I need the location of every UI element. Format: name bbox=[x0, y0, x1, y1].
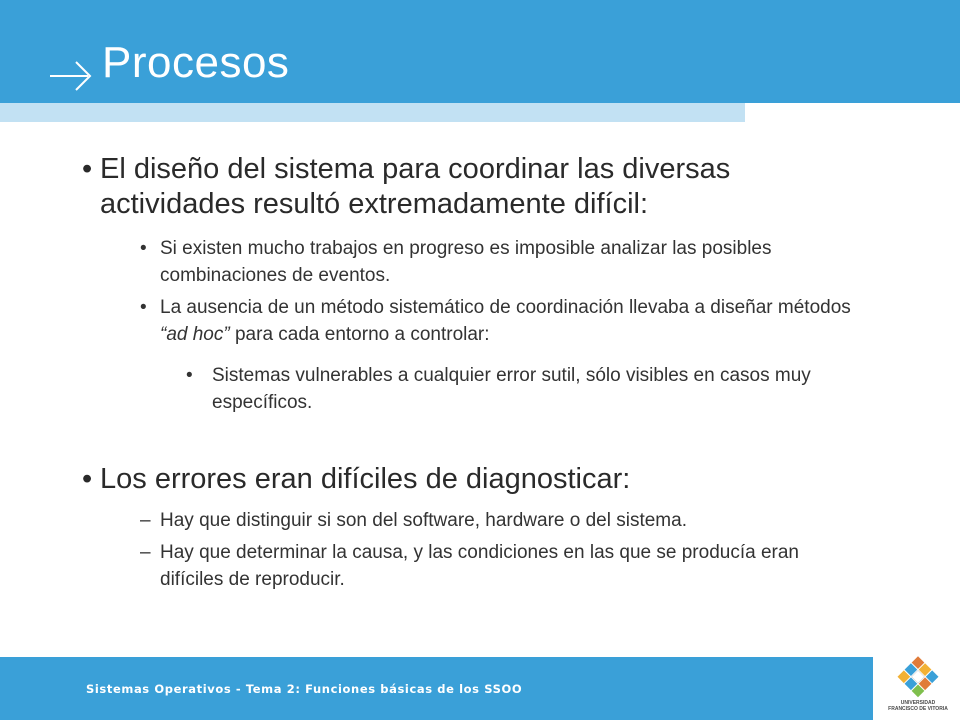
bullet-text: Hay que distinguir si son del software, hardware o del sistema. bbox=[160, 510, 687, 531]
bullet-text-part: La ausencia de un método sistemático de coordinación llevaba a diseñar métodos bbox=[160, 297, 851, 318]
bullet-text: El diseño del sistema para coordinar las diversas actividades resultó extremadamente difícil: bbox=[100, 153, 731, 220]
university-logo bbox=[878, 654, 958, 718]
bullet-mark: • bbox=[186, 365, 193, 386]
slide-footer bbox=[0, 657, 873, 720]
bullet-text: Si existen mucho trabajos en progreso es imposible analizar las posibles combinaciones de eventos. bbox=[160, 238, 772, 286]
dash-item bbox=[140, 539, 860, 593]
bullet-text: Sistemas vulnerables a cualquier error sutil, sólo visibles en casos muy específicos. bbox=[212, 365, 811, 413]
bullet-mark: • bbox=[82, 463, 93, 495]
bullet-text-part: para cada entorno a controlar: bbox=[229, 324, 490, 345]
bullet-level3 bbox=[186, 362, 851, 416]
dash-mark: – bbox=[140, 510, 151, 531]
slide-title: Procesos bbox=[102, 38, 290, 87]
dash-item bbox=[140, 507, 860, 534]
bullet-text: Los errores eran difíciles de diagnosticar: bbox=[100, 463, 631, 495]
footer-text: Sistemas Operativos - Tema 2: Funciones básicas de los SSOO bbox=[86, 682, 523, 696]
bullet-mark: • bbox=[140, 238, 147, 259]
arrow-right-icon bbox=[48, 56, 96, 96]
bullet-level1 bbox=[82, 152, 822, 222]
bullet-text-italic: “ad hoc” bbox=[160, 324, 230, 345]
bullet-text: Hay que determinar la causa, y las condiciones en las que se producía eran difíciles de reproducir. bbox=[160, 542, 799, 590]
bullet-level2 bbox=[140, 294, 855, 348]
dash-mark: – bbox=[140, 542, 151, 563]
bullet-mark: • bbox=[82, 153, 93, 185]
bullet-mark: • bbox=[140, 297, 147, 318]
bullet-text bbox=[140, 294, 855, 348]
header-stripe bbox=[0, 103, 745, 122]
university-logo-icon bbox=[878, 654, 958, 700]
logo-text-line: FRANCISCO DE VITORIA bbox=[888, 706, 948, 712]
bullet-level1 bbox=[82, 462, 822, 497]
logo-text-line: UNIVERSIDAD bbox=[900, 700, 936, 706]
bullet-level2 bbox=[140, 235, 855, 289]
